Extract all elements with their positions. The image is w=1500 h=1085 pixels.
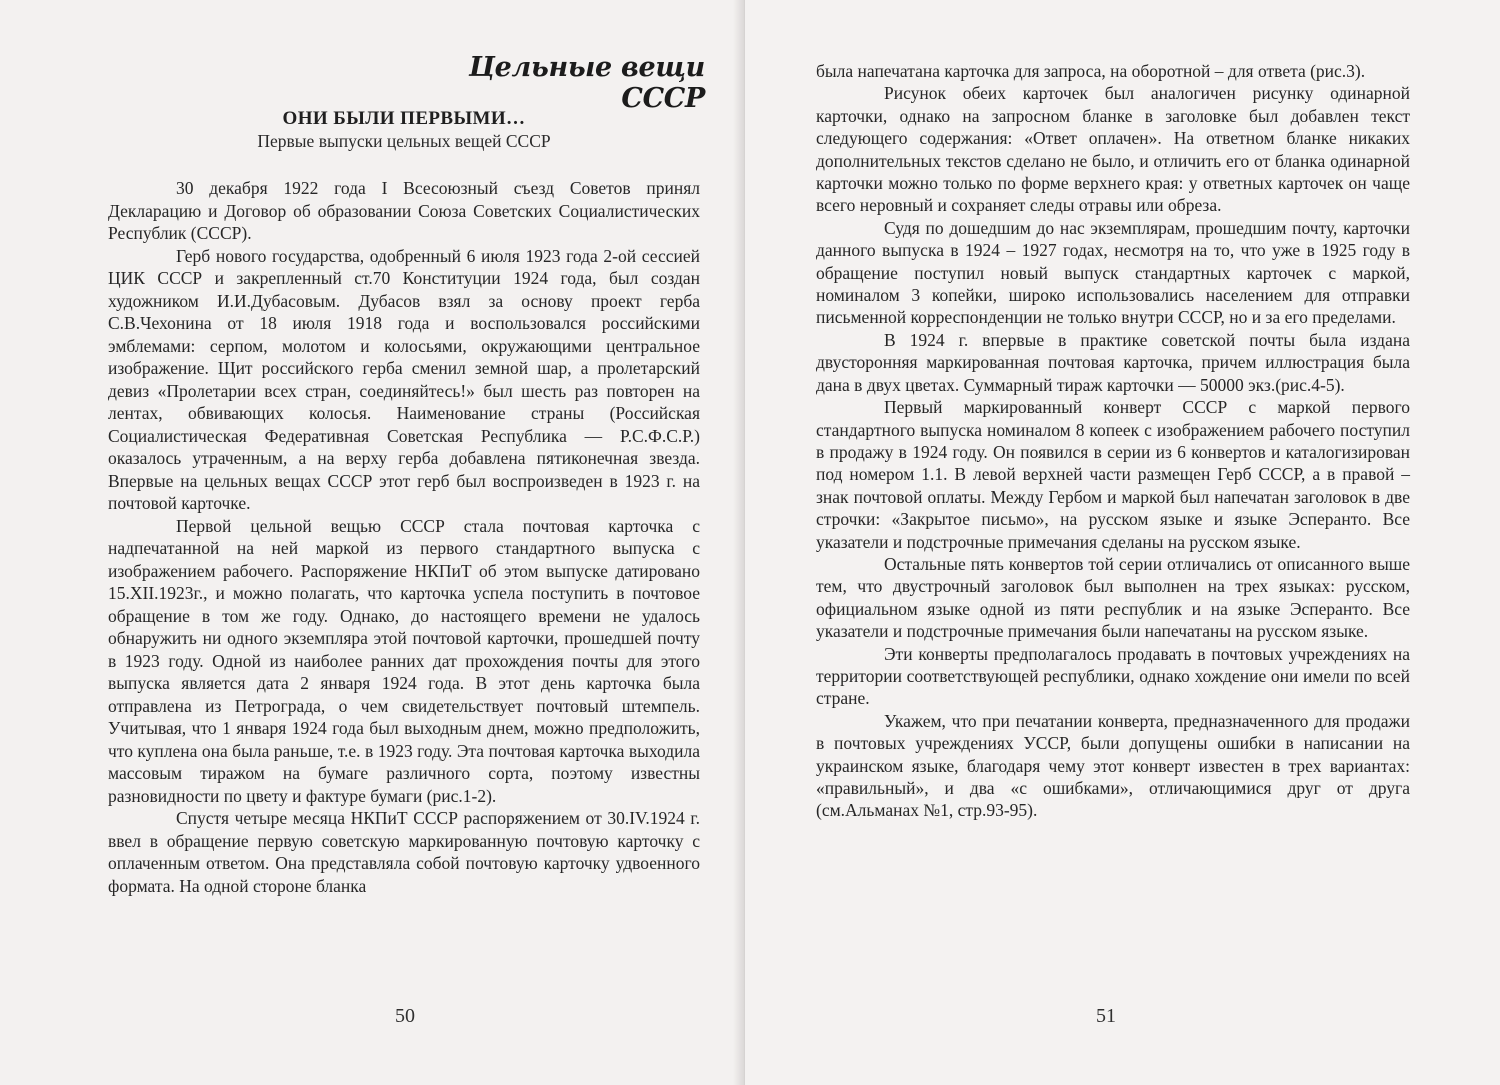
paragraph: Рисунок обеих карточек был аналогичен рисунку одинарной карточки, однако на запросном бланке в заголовке был добавлен текст следующего содержания: «Ответ оплачен». На ответном бланке никаких дополнительных текстов сделано не было, и отличить его от бланка одинарной карточки можно только по форме верхнего края: у ответных карточек он чаще всего неровный и сохраняет следы отравы или обреза.: [816, 83, 1410, 216]
paragraph: В 1924 г. впервые в практике советской почты была издана двусторонняя маркированная почтовая карточка, причем иллюстрация была дана в двух цветах. Суммарный тираж карточки — 50000 экз.(рис.4-5).: [816, 329, 1410, 395]
paragraph: Герб нового государства, одобренный 6 июля 1923 года 2-ой сессией ЦИК СССР и закрепленный ст.70 Конституции 1924 года, был создан художником И.И.Дубасовым. Дубасов взял за основу проект герба С.В.Чехонина от 18 июля 1918 года и воспользовался российскими эмблемами: серпом, молотом и колосьями, окружающими центральное изображение. Щит российского герба сменил земной шар, а пролетарский девиз «Пролетарии всех стран, соединяйтесь!» был шесть раз повторен на лентах, обвивающих колосья. Наименование страны (Российская Социалистическая Федеративная Советская Республика — Р.С.Ф.С.Р.) оказалось утраченным, а на верху герба добавлена пятиконечная звезда. Впервые на цельных вещах СССР этот герб был воспроизведен в 1923 г. на почтовой карточке.: [108, 245, 700, 513]
left-body-text: [108, 177, 700, 897]
paragraph: Эти конверты предполагалось продавать в почтовых учреждениях на территории соответствующей республики, однако хождение они имели по всей стране.: [816, 643, 1410, 709]
page-number-right: 51: [1096, 1005, 1116, 1027]
continued-paragraph: была напечатана карточка для запроса, на оборотной – для ответа (рис.3).: [816, 61, 1366, 81]
paragraph: 30 декабря 1922 года I Всесоюзный съезд Советов принял Декларацию и Договор об образовании Союза Советских Социалистических Республик (СССР).: [108, 178, 700, 243]
article-subtitle: Первые выпуски цельных вещей СССР: [257, 131, 551, 151]
paragraph: Судя по дошедшим до нас экземплярам, прошедшим почту, карточки данного выпуска в 1924 – 1927 годах, несмотря на то, что уже в 1925 году в обращение поступил новый выпуск стандартных карточек с маркой, номиналом 3 копейки, широко использовались населением для отправки письменной корреспонденции не только внутри СССР, но и за его пределами.: [816, 217, 1410, 328]
paragraph: Первой цельной вещью СССР стала почтовая карточка с надпечатанной на ней маркой из первого стандартного выпуска с изображением рабочего. Распоряжение НКПиТ об этом выпуске датировано 15.XII.1923г., и можно полагать, что карточка успела поступить в почтовое обращение в том же году. Однако, до настоящего времени не удалось обнаружить ни одного экземпляра этой почтовой карточки, прошедшей почту в 1923 году. Одной из наиболее ранних дат прохождения почты для этого выпуска является дата 2 января 1924 года. В этот день карточка была отправлена из Петрограда, о чем свидетельствует почтовый штемпель. Учитывая, что 1 января 1924 года был выходным днем, можно предположить, что куплена она была раньше, т.е. в 1923 году. Эта почтовая карточка выходила массовым тиражом на бумаге различного сорта, поэтому известны разновидности по цвету и фактуре бумаги (рис.1-2).: [108, 515, 700, 806]
article-title: ОНИ БЫЛИ ПЕРВЫМИ…: [282, 108, 526, 129]
left-page: [0, 0, 745, 1085]
running-header: Цельные вещи СССР: [468, 52, 705, 114]
right-body-text: [816, 60, 1410, 822]
page-number-left: 50: [395, 1005, 415, 1027]
paragraph: Остальные пять конвертов той серии отличались от описанного выше тем, что двустрочный заголовок был выполнен на трех языках: русском, официальном языке одной из пяти республик и на языке Эсперанто. Все указатели и подстрочные примечания были напечатаны на русском языке.: [816, 553, 1410, 642]
paragraph: Первый маркированный конверт СССР с маркой первого стандартного выпуска номиналом 8 копеек с изображением рабочего поступил в продажу в 1924 году. Он появился в серии из 6 конвертов и каталогизирован под номером 1.1. В левой верхней части размещен Герб СССР, а в правой – знак почтовой оплаты. Между Гербом и маркой был напечатан заголовок в две строчки: «Закрытое письмо», на русском языке и языке Эсперанто. Все указатели и подстрочные примечания сделаны на русском языке.: [816, 397, 1410, 552]
paragraph: Укажем, что при печатании конверта, предназначенного для продажи в почтовых учреждениях УССР, были допущены ошибки в написании на украинском языке, благодаря чему этот конверт известен в трех вариантах: «правильный», и два «с ошибками», отличающимися друг от друга (см.Альманах №1, стр.93-95).: [816, 710, 1410, 821]
paragraph: Спустя четыре месяца НКПиТ СССР распоряжением от 30.IV.1924 г. ввел в обращение первую советскую маркированную почтовую карточку с оплаченным ответом. Она представляла собой почтовую карточку удвоенного формата. На одной стороне бланка: [108, 808, 700, 896]
